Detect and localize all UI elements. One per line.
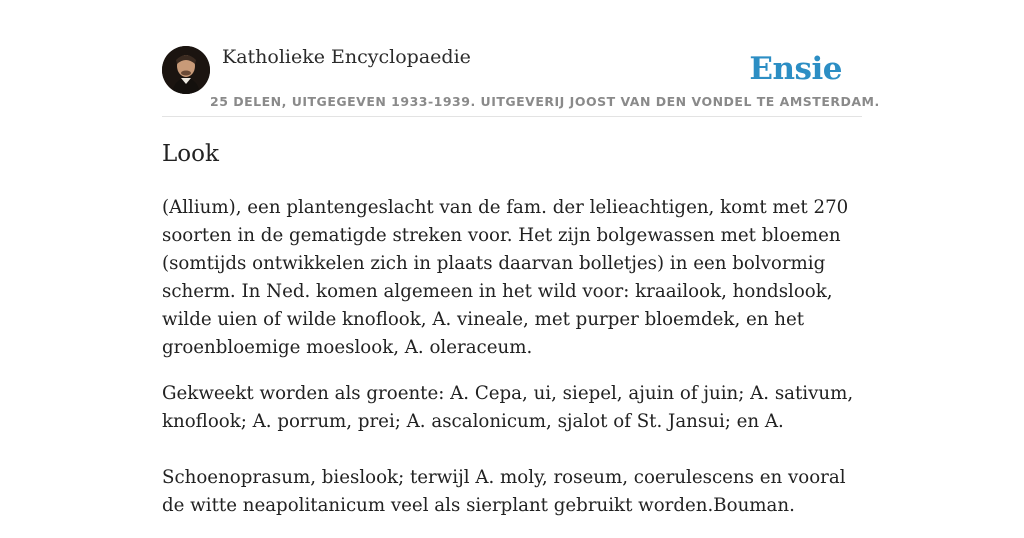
portrait-avatar-icon <box>162 46 210 94</box>
article-title: Look <box>162 141 219 167</box>
article-paragraph: Schoenoprasum, bieslook; terwijl A. moly, roseum, coerulescens en vooral de witte neapolitanicum veel als sierplant gebruikt worden.Bouman. <box>162 467 846 516</box>
source-avatar[interactable] <box>162 46 210 94</box>
article-paragraph: (Allium), een plantengeslacht van de fam. der lelieachtigen, komt met 270 soorten in de gematigde streken voor. Het zijn bolgewassen met bloemen (somtijds ontwikkelen zich in plaats daarvan bolletjes) in een bolvormig scherm. In Ned. komen algemeen in het wild voor: kraailook, hondslook, wilde uien of wilde knoflook, A. vineale, met purper bloemdek, en het groenbloemige moeslook, A. oleraceum. <box>162 197 849 358</box>
article <box>162 138 862 538</box>
source-subtitle: 25 DELEN, UITGEGEVEN 1933-1939. UITGEVERIJ JOOST VAN DEN VONDEL TE AMSTERDAM. <box>210 94 880 109</box>
source-header <box>162 46 880 117</box>
source-title[interactable]: Katholieke Encyclopaedie <box>222 46 471 68</box>
article-paragraph: Gekweekt worden als groente: A. Cepa, ui, siepel, ajuin of juin; A. sativum, knoflook; A. porrum, prei; A. ascalonicum, sjalot of St. Jansui; en A. <box>162 383 854 432</box>
ensie-logo[interactable]: Ensie <box>749 51 842 87</box>
